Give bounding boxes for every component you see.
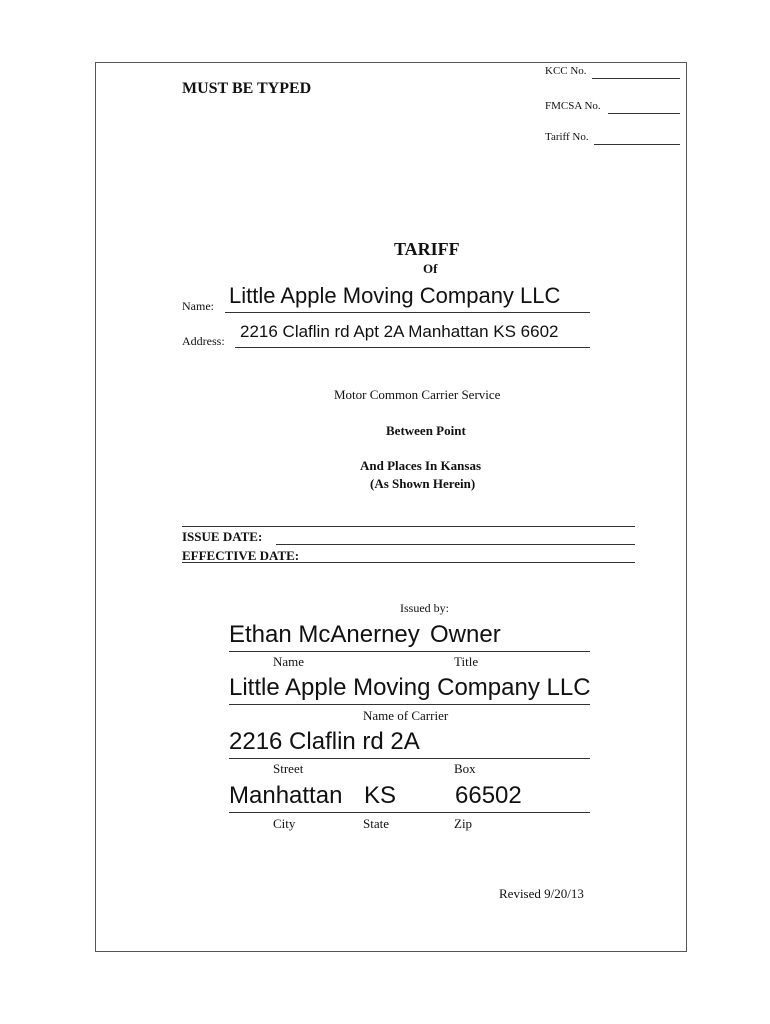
state-caption: State: [363, 816, 389, 831]
name-underline: [225, 312, 590, 313]
kcc-number-field[interactable]: [592, 78, 680, 79]
state-field[interactable]: KS: [364, 782, 397, 809]
carrier-name-caption: Name of Carrier: [363, 708, 449, 723]
box-caption: Box: [454, 761, 476, 776]
document-title: TARIFF: [394, 239, 460, 259]
kcc-number-label: KCC No.: [545, 65, 587, 77]
tariff-number-field[interactable]: [594, 144, 680, 145]
fmcsa-number-label: FMCSA No.: [545, 100, 601, 112]
service-type: Motor Common Carrier Service: [334, 387, 501, 402]
document-page: [95, 62, 687, 952]
city-field[interactable]: Manhattan: [229, 782, 343, 809]
issuer-title-field[interactable]: Owner: [430, 621, 501, 648]
carrier-name-field[interactable]: Little Apple Moving Company LLC: [229, 674, 591, 701]
issue-date-label: ISSUE DATE:: [182, 529, 263, 544]
name-field[interactable]: Little Apple Moving Company LLC: [229, 283, 561, 308]
dates-top-rule: [182, 526, 635, 527]
name-caption: Name: [273, 654, 305, 669]
effective-date-field[interactable]: [182, 562, 635, 563]
street-caption: Street: [273, 761, 304, 776]
city-caption: City: [273, 816, 296, 831]
tariff-number-label: Tariff No.: [545, 131, 589, 143]
title-caption: Title: [454, 654, 479, 669]
zip-caption: Zip: [454, 816, 473, 831]
issue-date-field[interactable]: [276, 544, 635, 545]
issued-by-label: Issued by:: [400, 601, 449, 615]
effective-date-label: EFFECTIVE DATE:: [182, 548, 300, 563]
service-places: And Places In Kansas: [360, 458, 481, 473]
title-of: Of: [423, 261, 438, 276]
street-underline: [229, 758, 590, 759]
address-label: Address:: [182, 334, 225, 348]
zip-field[interactable]: 66502: [455, 782, 522, 809]
service-shown-herein: (As Shown Herein): [370, 476, 476, 491]
street-field[interactable]: 2216 Claflin rd 2A: [229, 728, 420, 755]
issuer-name-underline: [229, 651, 590, 652]
must-be-typed-notice: MUST BE TYPED: [182, 80, 312, 97]
carrier-name-underline: [229, 704, 590, 705]
city-state-zip-underline: [229, 812, 590, 813]
name-label: Name:: [182, 299, 214, 313]
revised-date: Revised 9/20/13: [499, 886, 584, 901]
address-underline: [235, 347, 590, 348]
issuer-name-field[interactable]: Ethan McAnerney: [229, 621, 420, 648]
address-field[interactable]: 2216 Claflin rd Apt 2A Manhattan KS 6602: [240, 322, 559, 341]
service-between: Between Point: [386, 423, 466, 438]
fmcsa-number-field[interactable]: [608, 113, 680, 114]
